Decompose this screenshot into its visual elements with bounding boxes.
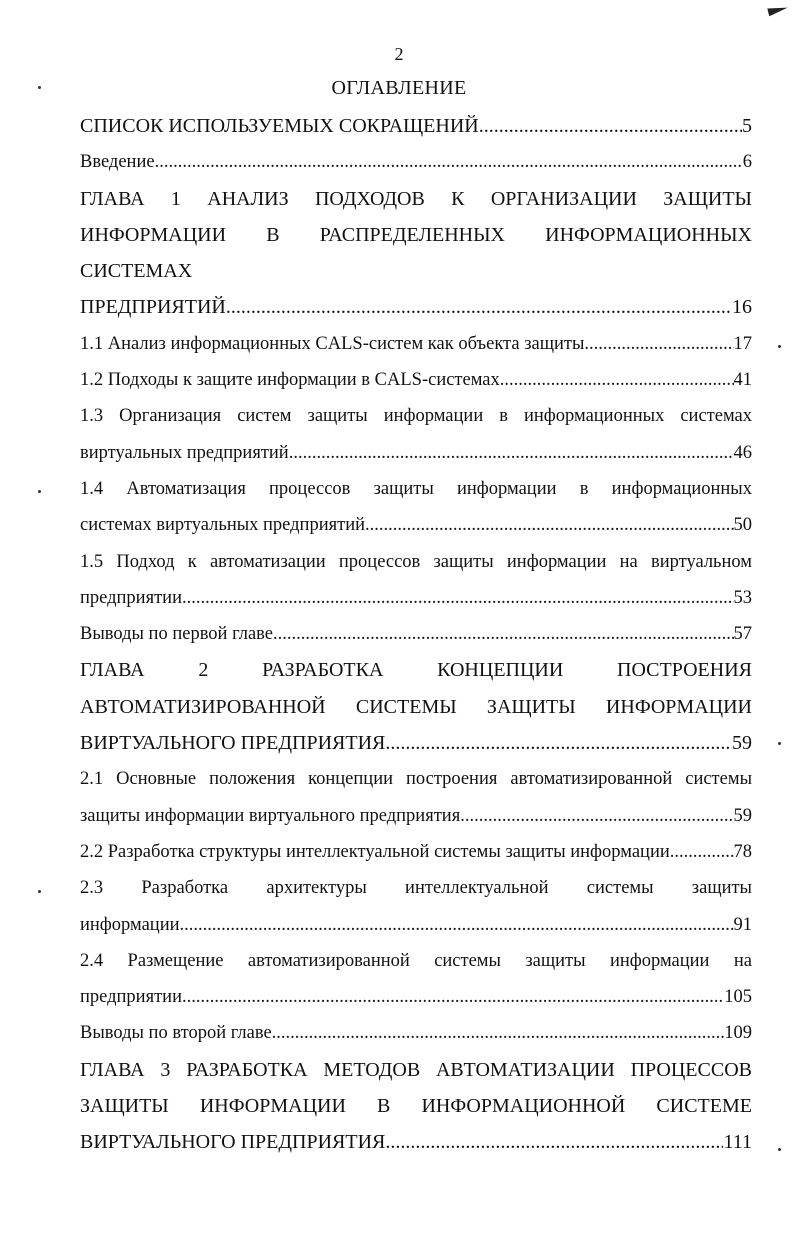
toc-entry [80, 1052, 752, 1161]
toc-page-number: 41 [733, 370, 752, 391]
toc-page-number: 105 [724, 987, 752, 1008]
toc-entry-text: ПРЕДПРИЯТИЙ [80, 296, 226, 319]
dot-leader [500, 362, 734, 398]
toc-page-number: 78 [733, 841, 752, 862]
toc-entry-last-line [80, 834, 752, 870]
toc-page-number: 6 [742, 152, 752, 173]
toc-entry-text: Выводы по первой главе [80, 624, 274, 645]
toc-entry-last-line [80, 725, 752, 761]
toc-entry-last-line [80, 435, 752, 471]
toc-entry-text: ВИРТУАЛЬНОГО ПРЕДПРИЯТИЯ [80, 732, 386, 755]
toc-entry [80, 181, 752, 326]
table-of-contents [80, 108, 752, 1161]
toc-entry [80, 870, 752, 943]
dot-leader [479, 108, 742, 144]
toc-page-number: 109 [724, 1023, 752, 1044]
toc-page-number: 53 [733, 587, 752, 608]
toc-entry-last-line [80, 1015, 752, 1051]
dot-leader [272, 1015, 725, 1051]
toc-entry-line: 2.1 Основные положения концепции построения автоматизированной системы [80, 769, 752, 790]
toc-entry [80, 398, 752, 471]
toc-entry-line: 1.3 Организация систем защиты информации в информационных системах [80, 406, 752, 427]
scan-speck [38, 490, 41, 493]
toc-entry [80, 544, 752, 617]
toc-entry-last-line [80, 289, 752, 325]
toc-title: ОГЛАВЛЕНИЕ [331, 77, 467, 99]
toc-entry-text: информации [80, 914, 180, 935]
toc-entry [80, 834, 752, 870]
toc-entry-last-line [80, 108, 752, 144]
toc-entry-last-line [80, 507, 752, 543]
toc-entry [80, 144, 752, 180]
toc-entry-line: ИНФОРМАЦИИ В РАСПРЕДЕЛЕННЫХ ИНФОРМАЦИОННЫХ СИСТЕМАХ [80, 223, 752, 283]
dot-leader [273, 616, 733, 652]
toc-entry [80, 1015, 752, 1051]
toc-entry-text: предприятии [80, 587, 182, 608]
toc-page-number: 5 [742, 115, 752, 137]
dot-leader [584, 326, 733, 362]
toc-page-number: 57 [733, 624, 752, 645]
dot-leader [182, 580, 734, 616]
dot-leader [385, 725, 732, 761]
toc-page-number: 111 [723, 1131, 752, 1154]
toc-page-number: 46 [733, 442, 752, 463]
scan-speck [778, 1148, 781, 1151]
toc-entry [80, 471, 752, 544]
toc-entry-text: СПИСОК ИСПОЛЬЗУЕМЫХ СОКРАЩЕНИЙ [80, 115, 479, 137]
toc-entry-last-line [80, 616, 752, 652]
scan-speck [38, 890, 41, 893]
page-number: 2 [394, 44, 404, 64]
toc-entry-last-line [80, 979, 752, 1015]
toc-page-number: 59 [732, 732, 752, 755]
toc-entry-last-line [80, 362, 752, 398]
toc-entry [80, 108, 752, 144]
dot-leader [460, 798, 733, 834]
scan-corner-mark [767, 4, 788, 17]
toc-entry-line: ГЛАВА 3 РАЗРАБОТКА МЕТОДОВ АВТОМАТИЗАЦИИ ПРОЦЕССОВ [80, 1058, 752, 1081]
toc-entry-text: 2.2 Разработка структуры интеллектуальной системы защиты информации [80, 841, 670, 862]
toc-page-number: 59 [733, 805, 752, 826]
toc-entry-text: защиты информации виртуального предприятия [80, 805, 461, 826]
dot-leader [226, 289, 732, 325]
toc-entry-last-line [80, 907, 752, 943]
toc-page-number: 91 [733, 914, 752, 935]
toc-entry-text: 1.1 Анализ информационных CALS-систем как объекта защиты [80, 333, 585, 354]
toc-entry-last-line [80, 1124, 752, 1160]
toc-entry-last-line [80, 798, 752, 834]
toc-entry [80, 652, 752, 761]
scan-speck [778, 345, 781, 348]
toc-entry-line: ГЛАВА 1 АНАЛИЗ ПОДХОДОВ К ОРГАНИЗАЦИИ ЗАЩИТЫ [80, 187, 752, 210]
toc-entry-last-line [80, 326, 752, 362]
dot-leader [182, 979, 724, 1015]
toc-entry-last-line [80, 580, 752, 616]
toc-entry-text: предприятии [80, 987, 182, 1008]
dot-leader [670, 834, 734, 870]
toc-entry-text: Выводы по второй главе [80, 1023, 272, 1044]
dot-leader [155, 144, 743, 180]
toc-entry-text: системах виртуальных предприятий [80, 515, 365, 536]
toc-entry-text: виртуальных предприятий [80, 442, 289, 463]
toc-entry-text: 1.2 Подходы к защите информации в CALS-системах [80, 370, 500, 391]
toc-entry-line: 1.5 Подход к автоматизации процессов защиты информации на виртуальном [80, 551, 752, 572]
toc-entry-line: АВТОМАТИЗИРОВАННОЙ СИСТЕМЫ ЗАЩИТЫ ИНФОРМАЦИИ [80, 695, 752, 718]
toc-entry-text: ВИРТУАЛЬНОГО ПРЕДПРИЯТИЯ [80, 1131, 386, 1154]
toc-entry [80, 761, 752, 834]
toc-page-number: 16 [732, 296, 752, 319]
toc-entry-last-line [80, 144, 752, 180]
toc-entry [80, 362, 752, 398]
toc-entry-text: Введение [80, 152, 155, 173]
toc-entry [80, 326, 752, 362]
dot-leader [385, 1124, 723, 1160]
toc-entry-line: ГЛАВА 2 РАЗРАБОТКА КОНЦЕПЦИИ ПОСТРОЕНИЯ [80, 659, 752, 682]
toc-entry-line: ЗАЩИТЫ ИНФОРМАЦИИ В ИНФОРМАЦИОННОЙ СИСТЕМЕ [80, 1095, 752, 1118]
toc-page-number: 17 [733, 333, 752, 354]
toc-entry [80, 943, 752, 1016]
toc-entry-line: 1.4 Автоматизация процессов защиты информации в информационных [80, 478, 752, 499]
dot-leader [180, 907, 734, 943]
scan-speck [778, 742, 781, 745]
toc-page-number: 50 [733, 515, 752, 536]
dot-leader [289, 435, 734, 471]
toc-entry [80, 616, 752, 652]
toc-entry-line: 2.3 Разработка архитектуры интеллектуальной системы защиты [80, 878, 752, 899]
toc-entry-line: 2.4 Размещение автоматизированной системы защиты информации на [80, 950, 752, 971]
dot-leader [365, 507, 734, 543]
